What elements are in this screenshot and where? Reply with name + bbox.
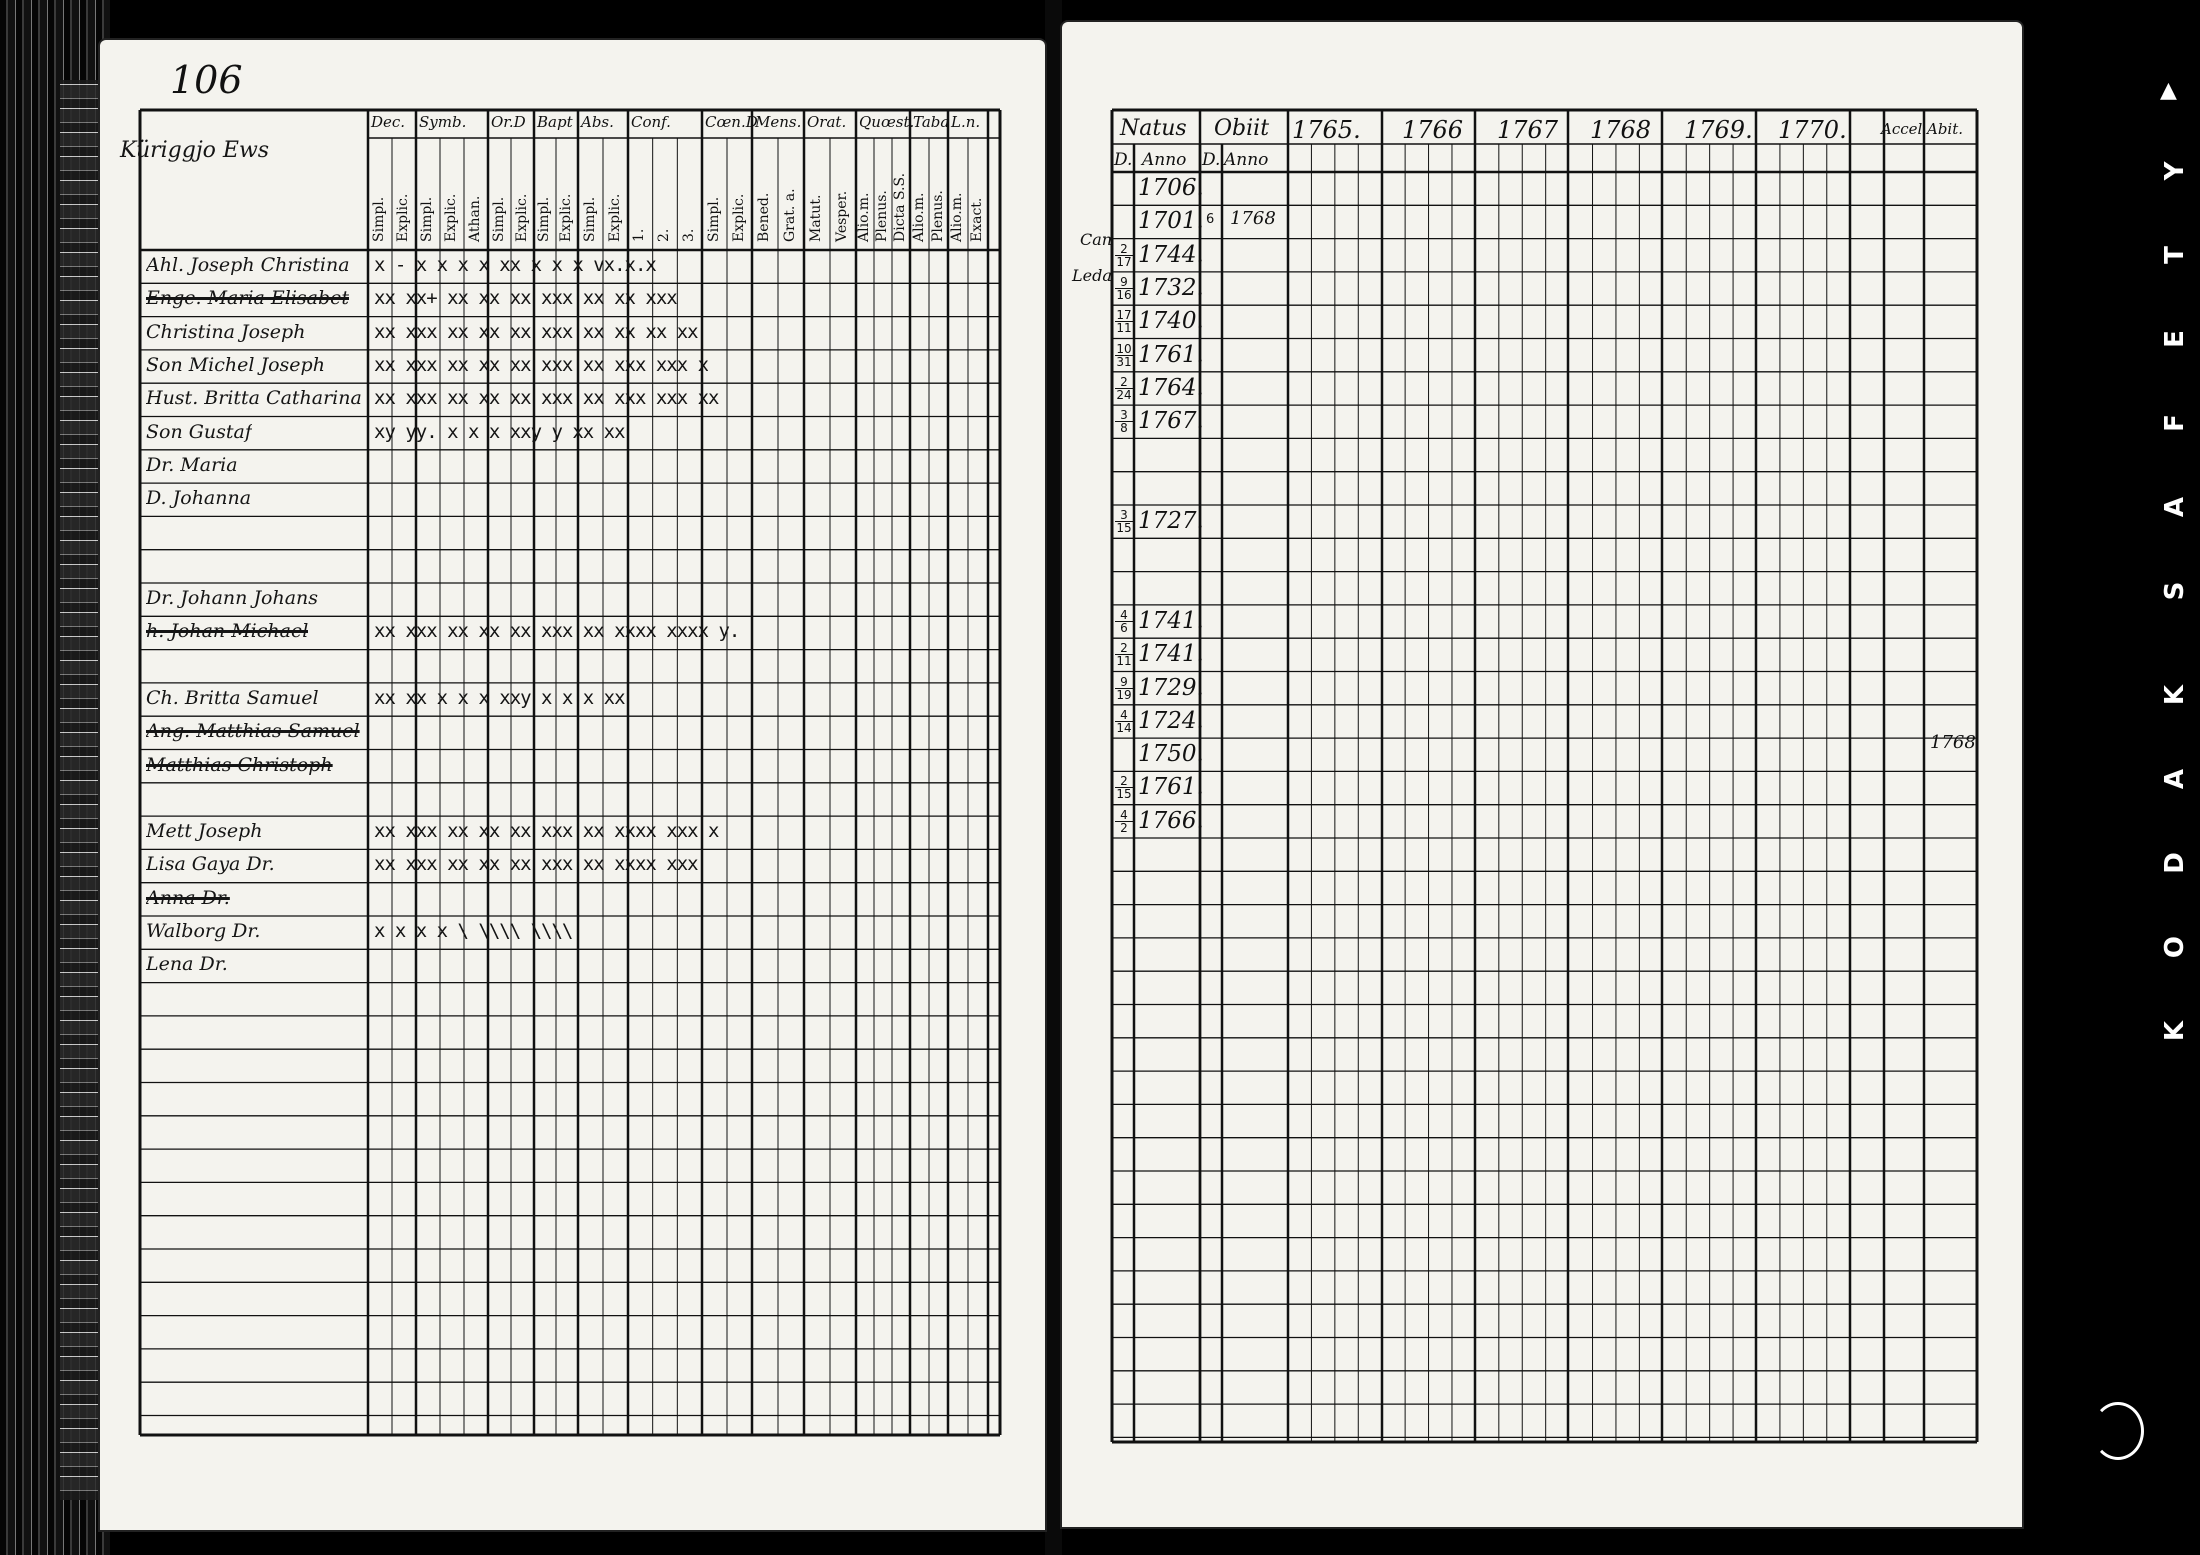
column-subheader: Simpl. bbox=[581, 196, 598, 242]
column-subheader: 1. bbox=[631, 228, 648, 242]
column-subheader: Explic. bbox=[513, 193, 530, 242]
column-subheader: Athan. bbox=[467, 195, 483, 242]
column-header: Quœst. bbox=[859, 113, 915, 131]
ledger-row-name: Ahl. Joseph Christina bbox=[146, 254, 350, 276]
birth-day: 2 11 bbox=[1116, 641, 1132, 669]
ledger-row-name: Matthias Christoph bbox=[146, 753, 333, 776]
birth-day: 2 15 bbox=[1116, 774, 1132, 802]
column-subheader: Matut. bbox=[808, 194, 824, 242]
column-subheader: Explic. bbox=[730, 193, 747, 242]
ledger-row-name: Lena Dr. bbox=[146, 953, 228, 976]
birth-day: 2 24 bbox=[1116, 374, 1132, 402]
column-subheader: Alio.m. bbox=[856, 192, 872, 242]
watermark-letter: K bbox=[2160, 684, 2190, 706]
birth-year: 1727. bbox=[1138, 508, 1204, 534]
column-subheader: Simpl. bbox=[490, 196, 507, 242]
ledger-row-name: h. Johan Michael bbox=[146, 620, 309, 643]
birth-day: 9 16 bbox=[1116, 274, 1132, 302]
page-number: 106 bbox=[170, 58, 243, 102]
birth-day: 2 17 bbox=[1116, 241, 1132, 269]
column-subheader: Simpl. bbox=[419, 196, 435, 242]
column-header: Abs. bbox=[581, 113, 614, 131]
film-arrow-icon: ▲ bbox=[2160, 78, 2177, 103]
ledger-row-name: D. Johanna bbox=[146, 487, 252, 510]
margin-note-2: Leda bbox=[1072, 266, 1112, 285]
column-header: Taba bbox=[913, 113, 950, 131]
year-header-1765: 1765. bbox=[1292, 116, 1361, 144]
ledger-row-marks: x - x x x x xx x x x vx.x.x bbox=[374, 254, 656, 276]
ledger-row-name: Walborg Dr. bbox=[146, 920, 261, 942]
watermark-letter: O bbox=[2160, 935, 2190, 959]
column-subheader: Simpl. bbox=[705, 196, 722, 242]
book-spine bbox=[1045, 0, 1062, 1555]
birth-year: 1740. bbox=[1138, 308, 1204, 335]
ledger-row-name: Ang. Matthias Samuel bbox=[146, 720, 360, 743]
watermark-letter: Y bbox=[2160, 161, 2190, 181]
column-subheader: Explic. bbox=[606, 193, 623, 242]
column-header: Cœn.D bbox=[705, 113, 758, 131]
birth-year: 1741. bbox=[1138, 641, 1204, 668]
column-subheader: Bened. bbox=[756, 192, 772, 242]
ledger-row-marks: xx xxx xx xx xx xxx xx xxxx xxx bbox=[374, 853, 698, 876]
watermark-letter: D bbox=[2160, 852, 2190, 874]
year-header-1769: 1769. bbox=[1684, 116, 1753, 144]
left-page bbox=[100, 40, 1045, 1530]
birth-day: 9 19 bbox=[1116, 674, 1132, 702]
birth-year: 1724. bbox=[1138, 707, 1204, 734]
column-subheader: 3. bbox=[680, 228, 697, 242]
column-subheader: Simpl. bbox=[536, 196, 552, 242]
column-subheader: Simpl. bbox=[371, 196, 387, 242]
watermark-letter: A bbox=[2160, 496, 2190, 518]
birth-year: 1732. bbox=[1138, 274, 1204, 301]
watermark-letter: A bbox=[2160, 768, 2190, 790]
birth-year: 1706. bbox=[1138, 175, 1204, 201]
natus-anno-header: Anno bbox=[1142, 150, 1187, 170]
natus-header: Natus bbox=[1120, 116, 1187, 141]
watermark-letter: F bbox=[2160, 414, 2190, 432]
right-page bbox=[1062, 22, 2022, 1527]
abit-note: 1768 bbox=[1930, 732, 1976, 753]
obiit-day-header: D. bbox=[1202, 150, 1221, 170]
column-subheader: Dicta S.S. bbox=[892, 172, 908, 242]
ledger-row-name: Son Michel Joseph bbox=[146, 353, 325, 376]
death-year: 1768 bbox=[1230, 208, 1276, 230]
watermark-letter: T bbox=[2160, 246, 2190, 264]
birth-day: 17 11 bbox=[1116, 308, 1132, 336]
column-header: Mens. bbox=[755, 113, 802, 131]
column-subheader: Alio.m. bbox=[949, 192, 965, 242]
book-edge-left bbox=[0, 0, 110, 1555]
ledger-row-marks: xx xx+ xx xx xx xxx xx xx xxx bbox=[374, 287, 677, 310]
birth-day: 4 14 bbox=[1116, 707, 1132, 735]
ledger-row-marks: xx xxx xx xx xx xxx xx xxx xxx x bbox=[374, 353, 709, 376]
column-subheader: Grat. a. bbox=[782, 188, 798, 242]
birth-year: 1744. bbox=[1138, 241, 1204, 268]
ledger-row-name: Son Gustaf bbox=[146, 420, 252, 443]
column-subheader: Vesper. bbox=[834, 190, 850, 242]
column-subheader: Plenus. bbox=[874, 190, 890, 242]
ledger-row-name: Enge. Maria Elisabet bbox=[146, 287, 350, 310]
column-subheader: 2. bbox=[656, 228, 672, 242]
section-title: Küriggjo Ews bbox=[120, 138, 270, 163]
birth-year: 1761. bbox=[1138, 774, 1204, 801]
ledger-row-marks: x x x x \ \\\\ \\\\ bbox=[374, 920, 573, 942]
column-subheader: Explic. bbox=[443, 193, 459, 242]
ledger-row-marks: xy yy. x x x xxy y xx xx bbox=[374, 420, 625, 443]
watermark-letter: K bbox=[2160, 1020, 2190, 1042]
year-header-1768: 1768 bbox=[1590, 116, 1652, 144]
birth-year: 1701. bbox=[1138, 208, 1204, 235]
death-day: 6 bbox=[1206, 212, 1215, 228]
column-subheader: Explic. bbox=[558, 193, 574, 242]
column-header: Orat. bbox=[807, 113, 847, 131]
watermark-letter: E bbox=[2160, 330, 2190, 348]
ledger-row-marks: xx xxx xx xx xx xxx xx xx xx xx bbox=[374, 320, 698, 343]
column-header: Dec. bbox=[371, 113, 406, 131]
obiit-header: Obiit bbox=[1214, 116, 1270, 141]
birth-year: 1750. bbox=[1138, 741, 1204, 768]
ledger-row-marks: xx xxx xx xx xx xxx xx xxx xxx xx bbox=[374, 387, 719, 410]
column-subheader: Explic. bbox=[395, 193, 411, 242]
year-header-1766: 1766 bbox=[1402, 116, 1464, 144]
column-header: Conf. bbox=[631, 113, 671, 131]
watermark-letter: S bbox=[2160, 581, 2190, 601]
accel-header: Accel bbox=[1881, 120, 1923, 138]
ledger-row-name: Christina Joseph bbox=[146, 320, 306, 343]
ledger-row-marks: xx xxx xx xx xx xxx xx xxxx xxxx y. bbox=[374, 620, 740, 643]
obiit-anno-header: Anno bbox=[1224, 150, 1269, 170]
birth-year: 1761. bbox=[1138, 341, 1204, 368]
birth-day: 3 15 bbox=[1116, 508, 1132, 535]
birth-year: 1767. bbox=[1138, 408, 1204, 435]
column-header: Symb. bbox=[419, 113, 467, 131]
year-header-1767: 1767 bbox=[1497, 116, 1559, 144]
ledger-row-marks: xx xx x x x xxy x x x xx bbox=[374, 686, 625, 709]
birth-year: 1764. bbox=[1138, 374, 1204, 401]
column-header: Or.D bbox=[491, 113, 526, 131]
ledger-row-name: Hust. Britta Catharina bbox=[146, 387, 362, 410]
ledger-row-name: Ch. Britta Samuel bbox=[146, 686, 319, 709]
kodak-safety-watermark bbox=[2155, 140, 2195, 1100]
right-ledger-grid bbox=[1062, 22, 2022, 1527]
abit-header: Abit. bbox=[1927, 120, 1964, 138]
ledger-row-marks: xx xxx xx xx xx xxx xx xxxx xxx x bbox=[374, 820, 719, 843]
ledger-row-name: Dr. Maria bbox=[146, 453, 238, 476]
birth-year: 1729. bbox=[1138, 674, 1204, 701]
birth-day: 10 31 bbox=[1116, 341, 1132, 369]
birth-day: 4 6 bbox=[1115, 609, 1133, 634]
column-subheader: Plenus. bbox=[929, 190, 946, 242]
birth-year: 1766. bbox=[1138, 807, 1204, 834]
birth-day: 4 2 bbox=[1115, 809, 1133, 834]
birth-year: 1741. bbox=[1138, 607, 1204, 634]
column-subheader: Exact. bbox=[969, 197, 985, 242]
ledger-row-name: Mett Joseph bbox=[146, 820, 263, 843]
film-reel-mark bbox=[2092, 1402, 2144, 1460]
ledger-row-name: Lisa Gaya Dr. bbox=[146, 853, 275, 876]
ledger-row-name: Anna Dr. bbox=[146, 886, 230, 909]
column-header: Bapt bbox=[537, 113, 573, 131]
margin-note: Can bbox=[1080, 230, 1113, 249]
natus-day-header: D. bbox=[1114, 150, 1133, 170]
column-subheader: Alio.m. bbox=[910, 192, 927, 242]
ledger-row-name: Dr. Johann Johans bbox=[146, 587, 319, 609]
birth-day: 3 8 bbox=[1115, 409, 1133, 434]
year-header-1770: 1770. bbox=[1778, 116, 1847, 144]
column-header: L.n. bbox=[951, 113, 981, 131]
